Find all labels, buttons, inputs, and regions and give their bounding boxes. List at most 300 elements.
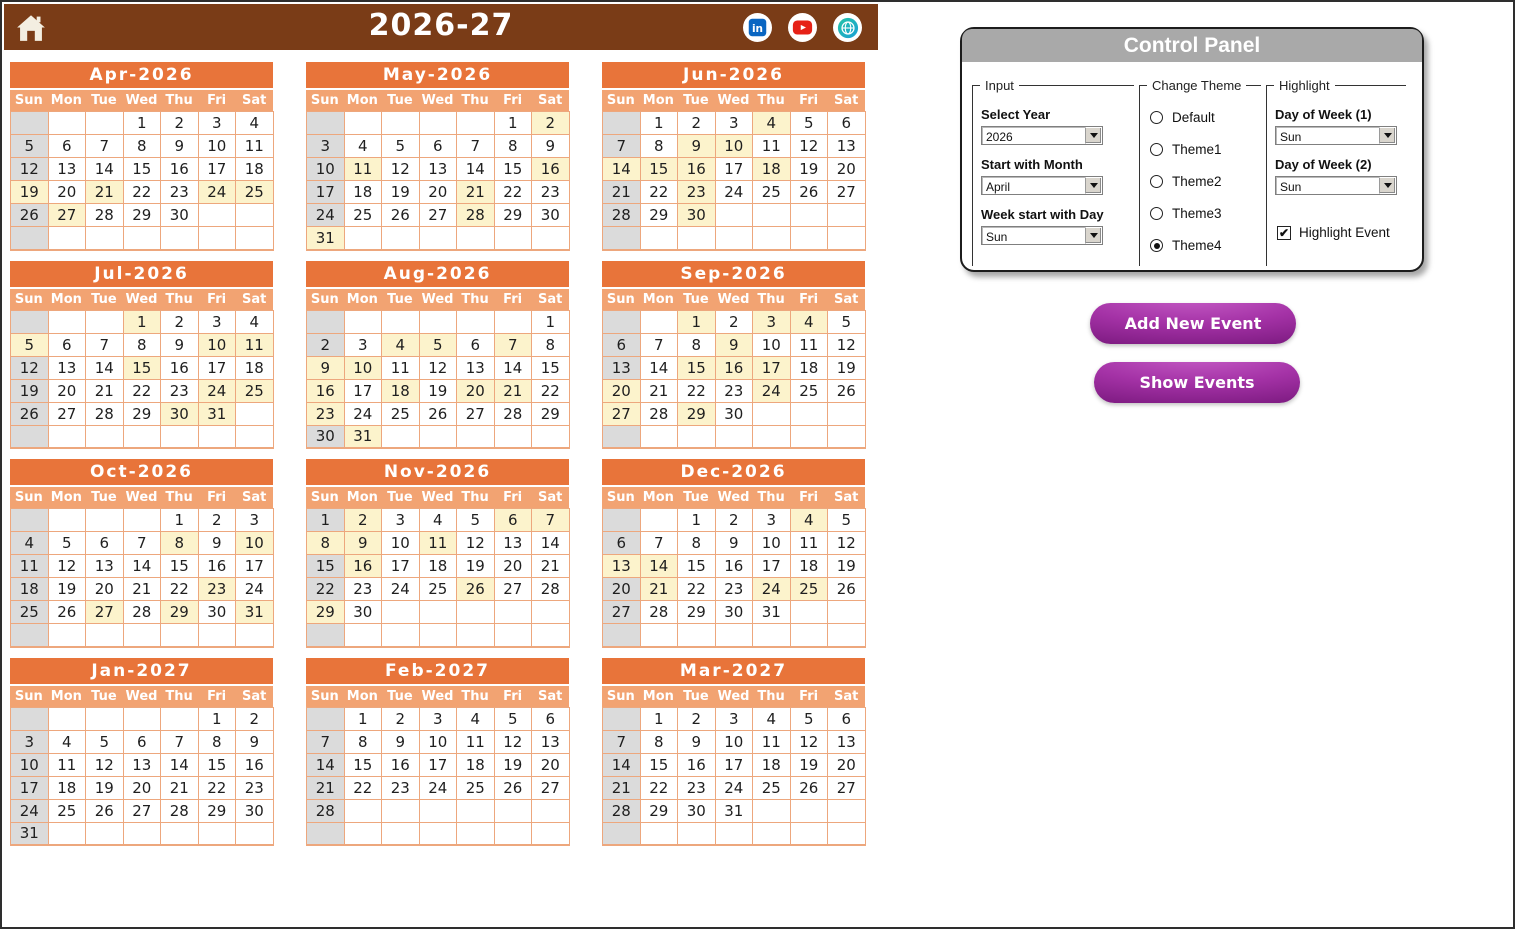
start-month-dropdown[interactable] [981, 176, 1103, 195]
date-cell[interactable]: 1 [640, 112, 678, 135]
date-cell[interactable]: 5 [790, 707, 828, 730]
date-cell[interactable]: 27 [48, 204, 86, 227]
date-cell[interactable]: 26 [494, 776, 532, 799]
date-cell[interactable]: 27 [603, 601, 641, 624]
day-of-week-1-dropdown[interactable] [1275, 126, 1397, 145]
date-cell[interactable]: 14 [603, 158, 641, 181]
date-cell[interactable]: 26 [86, 799, 124, 822]
date-cell[interactable]: 1 [198, 707, 236, 730]
date-cell[interactable]: 24 [307, 204, 345, 227]
theme-option-theme1[interactable] [1150, 142, 1261, 157]
date-cell[interactable]: 1 [161, 509, 199, 532]
date-cell[interactable]: 12 [11, 158, 49, 181]
date-cell[interactable]: 3 [307, 135, 345, 158]
date-cell[interactable]: 21 [603, 776, 641, 799]
date-cell[interactable]: 17 [382, 555, 420, 578]
date-cell[interactable]: 10 [11, 753, 49, 776]
chevron-down-icon[interactable] [1379, 177, 1396, 194]
date-cell[interactable]: 25 [753, 776, 791, 799]
date-cell[interactable]: 16 [715, 555, 753, 578]
date-cell[interactable]: 17 [753, 356, 791, 379]
date-cell[interactable]: 21 [640, 578, 678, 601]
date-cell[interactable]: 6 [457, 333, 495, 356]
date-cell[interactable]: 14 [161, 753, 199, 776]
date-cell[interactable]: 14 [532, 532, 570, 555]
date-cell[interactable]: 23 [344, 578, 382, 601]
date-cell[interactable]: 26 [382, 204, 420, 227]
date-cell[interactable]: 31 [344, 425, 382, 448]
date-cell[interactable]: 31 [11, 822, 49, 845]
date-cell[interactable]: 25 [11, 601, 49, 624]
date-cell[interactable]: 23 [678, 181, 716, 204]
date-cell[interactable]: 29 [161, 601, 199, 624]
date-cell[interactable]: 26 [48, 601, 86, 624]
date-cell[interactable]: 21 [161, 776, 199, 799]
date-cell[interactable]: 11 [11, 555, 49, 578]
date-cell[interactable]: 19 [11, 181, 49, 204]
date-cell[interactable]: 8 [161, 532, 199, 555]
date-cell[interactable]: 9 [161, 333, 199, 356]
select-year-dropdown[interactable] [981, 126, 1103, 145]
date-cell[interactable]: 6 [123, 730, 161, 753]
linkedin-icon[interactable] [743, 13, 772, 42]
date-cell[interactable]: 1 [494, 112, 532, 135]
date-cell[interactable]: 10 [753, 333, 791, 356]
date-cell[interactable]: 26 [11, 402, 49, 425]
date-cell[interactable]: 1 [678, 509, 716, 532]
date-cell[interactable]: 13 [123, 753, 161, 776]
date-cell[interactable]: 3 [715, 112, 753, 135]
date-cell[interactable]: 21 [532, 555, 570, 578]
date-cell[interactable]: 3 [198, 310, 236, 333]
date-cell[interactable]: 24 [753, 379, 791, 402]
date-cell[interactable]: 6 [532, 707, 570, 730]
date-cell[interactable]: 26 [419, 402, 457, 425]
date-cell[interactable]: 16 [161, 356, 199, 379]
date-cell[interactable]: 17 [344, 379, 382, 402]
date-cell[interactable]: 25 [236, 181, 274, 204]
date-cell[interactable]: 9 [678, 135, 716, 158]
date-cell[interactable]: 15 [678, 356, 716, 379]
date-cell[interactable]: 19 [419, 379, 457, 402]
youtube-icon[interactable] [788, 13, 817, 42]
date-cell[interactable]: 23 [161, 379, 199, 402]
date-cell[interactable]: 12 [11, 356, 49, 379]
date-cell[interactable]: 14 [640, 356, 678, 379]
date-cell[interactable]: 8 [198, 730, 236, 753]
date-cell[interactable]: 18 [344, 181, 382, 204]
date-cell[interactable]: 30 [715, 402, 753, 425]
date-cell[interactable]: 8 [307, 532, 345, 555]
date-cell[interactable]: 2 [532, 112, 570, 135]
date-cell[interactable]: 28 [640, 402, 678, 425]
date-cell[interactable]: 12 [382, 158, 420, 181]
date-cell[interactable]: 25 [382, 402, 420, 425]
date-cell[interactable]: 17 [307, 181, 345, 204]
date-cell[interactable]: 19 [457, 555, 495, 578]
date-cell[interactable]: 8 [678, 333, 716, 356]
date-cell[interactable]: 28 [457, 204, 495, 227]
date-cell[interactable]: 16 [715, 356, 753, 379]
date-cell[interactable]: 2 [382, 707, 420, 730]
date-cell[interactable]: 15 [640, 158, 678, 181]
date-cell[interactable]: 7 [532, 509, 570, 532]
date-cell[interactable]: 2 [307, 333, 345, 356]
date-cell[interactable]: 27 [86, 601, 124, 624]
date-cell[interactable]: 9 [198, 532, 236, 555]
date-cell[interactable]: 30 [678, 204, 716, 227]
date-cell[interactable]: 28 [494, 402, 532, 425]
date-cell[interactable]: 7 [86, 333, 124, 356]
date-cell[interactable]: 2 [678, 112, 716, 135]
date-cell[interactable]: 23 [715, 379, 753, 402]
date-cell[interactable]: 8 [640, 730, 678, 753]
date-cell[interactable]: 17 [715, 753, 753, 776]
date-cell[interactable]: 29 [640, 204, 678, 227]
date-cell[interactable]: 18 [753, 158, 791, 181]
day-of-week-2-dropdown[interactable] [1275, 176, 1397, 195]
date-cell[interactable]: 23 [382, 776, 420, 799]
date-cell[interactable]: 5 [11, 333, 49, 356]
date-cell[interactable]: 22 [307, 578, 345, 601]
date-cell[interactable]: 21 [307, 776, 345, 799]
date-cell[interactable]: 2 [715, 509, 753, 532]
date-cell[interactable]: 11 [236, 135, 274, 158]
date-cell[interactable]: 10 [715, 135, 753, 158]
theme-option-theme3[interactable] [1150, 206, 1261, 221]
date-cell[interactable]: 23 [532, 181, 570, 204]
date-cell[interactable]: 13 [603, 356, 641, 379]
date-cell[interactable]: 29 [494, 204, 532, 227]
date-cell[interactable]: 28 [307, 799, 345, 822]
date-cell[interactable]: 27 [828, 776, 866, 799]
date-cell[interactable]: 26 [457, 578, 495, 601]
date-cell[interactable]: 7 [123, 532, 161, 555]
date-cell[interactable]: 21 [640, 379, 678, 402]
date-cell[interactable]: 21 [494, 379, 532, 402]
date-cell[interactable]: 15 [198, 753, 236, 776]
date-cell[interactable]: 4 [344, 135, 382, 158]
date-cell[interactable]: 21 [457, 181, 495, 204]
date-cell[interactable]: 13 [86, 555, 124, 578]
date-cell[interactable]: 8 [494, 135, 532, 158]
date-cell[interactable]: 20 [48, 181, 86, 204]
date-cell[interactable]: 21 [86, 379, 124, 402]
date-cell[interactable]: 14 [123, 555, 161, 578]
date-cell[interactable]: 29 [640, 799, 678, 822]
date-cell[interactable]: 24 [198, 181, 236, 204]
date-cell[interactable]: 2 [344, 509, 382, 532]
date-cell[interactable]: 1 [123, 112, 161, 135]
date-cell[interactable]: 24 [715, 181, 753, 204]
date-cell[interactable]: 27 [457, 402, 495, 425]
date-cell[interactable]: 23 [307, 402, 345, 425]
date-cell[interactable]: 9 [532, 135, 570, 158]
date-cell[interactable]: 30 [678, 799, 716, 822]
date-cell[interactable]: 19 [86, 776, 124, 799]
date-cell[interactable]: 16 [382, 753, 420, 776]
date-cell[interactable]: 11 [753, 730, 791, 753]
date-cell[interactable]: 14 [494, 356, 532, 379]
date-cell[interactable]: 7 [494, 333, 532, 356]
date-cell[interactable]: 20 [603, 578, 641, 601]
date-cell[interactable]: 18 [790, 555, 828, 578]
date-cell[interactable]: 11 [790, 333, 828, 356]
date-cell[interactable]: 13 [457, 356, 495, 379]
date-cell[interactable]: 7 [603, 135, 641, 158]
date-cell[interactable]: 23 [198, 578, 236, 601]
date-cell[interactable]: 24 [236, 578, 274, 601]
week-start-dropdown[interactable] [981, 226, 1103, 245]
date-cell[interactable]: 4 [753, 112, 791, 135]
date-cell[interactable]: 10 [344, 356, 382, 379]
date-cell[interactable]: 13 [603, 555, 641, 578]
date-cell[interactable]: 28 [603, 204, 641, 227]
date-cell[interactable]: 5 [86, 730, 124, 753]
date-cell[interactable]: 4 [753, 707, 791, 730]
date-cell[interactable]: 20 [419, 181, 457, 204]
date-cell[interactable]: 24 [419, 776, 457, 799]
date-cell[interactable]: 9 [344, 532, 382, 555]
chevron-down-icon[interactable] [1085, 177, 1102, 194]
date-cell[interactable]: 11 [753, 135, 791, 158]
date-cell[interactable]: 5 [828, 310, 866, 333]
date-cell[interactable]: 22 [161, 578, 199, 601]
date-cell[interactable]: 30 [198, 601, 236, 624]
date-cell[interactable]: 19 [11, 379, 49, 402]
date-cell[interactable]: 19 [828, 356, 866, 379]
date-cell[interactable]: 20 [603, 379, 641, 402]
date-cell[interactable]: 19 [828, 555, 866, 578]
date-cell[interactable]: 5 [828, 509, 866, 532]
date-cell[interactable]: 22 [640, 776, 678, 799]
date-cell[interactable]: 13 [419, 158, 457, 181]
date-cell[interactable]: 15 [123, 356, 161, 379]
date-cell[interactable]: 19 [382, 181, 420, 204]
date-cell[interactable]: 3 [753, 310, 791, 333]
date-cell[interactable]: 27 [48, 402, 86, 425]
date-cell[interactable]: 24 [715, 776, 753, 799]
date-cell[interactable]: 1 [640, 707, 678, 730]
date-cell[interactable]: 11 [236, 333, 274, 356]
date-cell[interactable]: 6 [828, 112, 866, 135]
date-cell[interactable]: 13 [48, 158, 86, 181]
date-cell[interactable]: 28 [86, 204, 124, 227]
date-cell[interactable]: 7 [603, 730, 641, 753]
date-cell[interactable]: 2 [161, 310, 199, 333]
date-cell[interactable]: 27 [828, 181, 866, 204]
date-cell[interactable]: 3 [753, 509, 791, 532]
date-cell[interactable]: 2 [715, 310, 753, 333]
date-cell[interactable]: 13 [494, 532, 532, 555]
date-cell[interactable]: 16 [678, 158, 716, 181]
date-cell[interactable]: 25 [790, 379, 828, 402]
date-cell[interactable]: 30 [344, 601, 382, 624]
date-cell[interactable]: 7 [86, 135, 124, 158]
date-cell[interactable]: 2 [678, 707, 716, 730]
date-cell[interactable]: 24 [753, 578, 791, 601]
date-cell[interactable]: 12 [457, 532, 495, 555]
date-cell[interactable]: 21 [603, 181, 641, 204]
date-cell[interactable]: 5 [382, 135, 420, 158]
date-cell[interactable]: 31 [236, 601, 274, 624]
date-cell[interactable]: 26 [828, 379, 866, 402]
date-cell[interactable]: 1 [678, 310, 716, 333]
date-cell[interactable]: 3 [382, 509, 420, 532]
date-cell[interactable]: 28 [123, 601, 161, 624]
date-cell[interactable]: 28 [640, 601, 678, 624]
date-cell[interactable]: 9 [382, 730, 420, 753]
date-cell[interactable]: 25 [753, 181, 791, 204]
date-cell[interactable]: 28 [532, 578, 570, 601]
date-cell[interactable]: 17 [753, 555, 791, 578]
date-cell[interactable]: 25 [48, 799, 86, 822]
date-cell[interactable]: 3 [715, 707, 753, 730]
date-cell[interactable]: 6 [828, 707, 866, 730]
date-cell[interactable]: 5 [48, 532, 86, 555]
date-cell[interactable]: 27 [419, 204, 457, 227]
date-cell[interactable]: 10 [419, 730, 457, 753]
date-cell[interactable]: 8 [532, 333, 570, 356]
date-cell[interactable]: 22 [532, 379, 570, 402]
date-cell[interactable]: 13 [532, 730, 570, 753]
date-cell[interactable]: 5 [494, 707, 532, 730]
date-cell[interactable]: 14 [86, 356, 124, 379]
date-cell[interactable]: 11 [344, 158, 382, 181]
date-cell[interactable]: 4 [236, 112, 274, 135]
date-cell[interactable]: 14 [86, 158, 124, 181]
date-cell[interactable]: 28 [86, 402, 124, 425]
date-cell[interactable]: 12 [828, 532, 866, 555]
date-cell[interactable]: 17 [236, 555, 274, 578]
date-cell[interactable]: 29 [532, 402, 570, 425]
date-cell[interactable]: 9 [161, 135, 199, 158]
date-cell[interactable]: 10 [715, 730, 753, 753]
date-cell[interactable]: 22 [344, 776, 382, 799]
date-cell[interactable]: 5 [457, 509, 495, 532]
date-cell[interactable]: 29 [307, 601, 345, 624]
date-cell[interactable]: 11 [457, 730, 495, 753]
date-cell[interactable]: 7 [640, 532, 678, 555]
date-cell[interactable]: 20 [828, 158, 866, 181]
date-cell[interactable]: 18 [457, 753, 495, 776]
date-cell[interactable]: 13 [828, 730, 866, 753]
date-cell[interactable]: 23 [161, 181, 199, 204]
date-cell[interactable]: 6 [86, 532, 124, 555]
date-cell[interactable]: 30 [161, 402, 199, 425]
date-cell[interactable]: 31 [198, 402, 236, 425]
date-cell[interactable]: 11 [790, 532, 828, 555]
date-cell[interactable]: 17 [198, 158, 236, 181]
date-cell[interactable]: 25 [790, 578, 828, 601]
date-cell[interactable]: 20 [48, 379, 86, 402]
date-cell[interactable]: 15 [532, 356, 570, 379]
date-cell[interactable]: 22 [678, 578, 716, 601]
date-cell[interactable]: 30 [307, 425, 345, 448]
date-cell[interactable]: 28 [161, 799, 199, 822]
date-cell[interactable]: 27 [603, 402, 641, 425]
date-cell[interactable]: 6 [419, 135, 457, 158]
date-cell[interactable]: 3 [344, 333, 382, 356]
date-cell[interactable]: 4 [382, 333, 420, 356]
date-cell[interactable]: 23 [678, 776, 716, 799]
date-cell[interactable]: 24 [382, 578, 420, 601]
date-cell[interactable]: 22 [123, 181, 161, 204]
date-cell[interactable]: 31 [307, 227, 345, 250]
date-cell[interactable]: 29 [123, 402, 161, 425]
date-cell[interactable]: 26 [790, 181, 828, 204]
date-cell[interactable]: 19 [494, 753, 532, 776]
date-cell[interactable]: 15 [307, 555, 345, 578]
date-cell[interactable]: 18 [419, 555, 457, 578]
date-cell[interactable]: 15 [640, 753, 678, 776]
date-cell[interactable]: 12 [48, 555, 86, 578]
date-cell[interactable]: 4 [236, 310, 274, 333]
date-cell[interactable]: 27 [123, 799, 161, 822]
date-cell[interactable]: 9 [236, 730, 274, 753]
theme-option-default[interactable] [1150, 110, 1261, 125]
date-cell[interactable]: 2 [236, 707, 274, 730]
date-cell[interactable]: 16 [344, 555, 382, 578]
date-cell[interactable]: 10 [198, 135, 236, 158]
date-cell[interactable]: 8 [640, 135, 678, 158]
date-cell[interactable]: 3 [419, 707, 457, 730]
date-cell[interactable]: 4 [790, 509, 828, 532]
date-cell[interactable]: 15 [494, 158, 532, 181]
date-cell[interactable]: 25 [419, 578, 457, 601]
date-cell[interactable]: 10 [236, 532, 274, 555]
date-cell[interactable]: 16 [532, 158, 570, 181]
date-cell[interactable]: 8 [123, 333, 161, 356]
date-cell[interactable]: 4 [11, 532, 49, 555]
date-cell[interactable]: 20 [123, 776, 161, 799]
date-cell[interactable]: 9 [307, 356, 345, 379]
date-cell[interactable]: 17 [198, 356, 236, 379]
date-cell[interactable]: 7 [640, 333, 678, 356]
date-cell[interactable]: 16 [161, 158, 199, 181]
date-cell[interactable]: 25 [344, 204, 382, 227]
date-cell[interactable]: 25 [457, 776, 495, 799]
date-cell[interactable]: 18 [236, 356, 274, 379]
date-cell[interactable]: 2 [198, 509, 236, 532]
date-cell[interactable]: 8 [123, 135, 161, 158]
date-cell[interactable]: 11 [48, 753, 86, 776]
date-cell[interactable]: 14 [307, 753, 345, 776]
date-cell[interactable]: 22 [123, 379, 161, 402]
date-cell[interactable]: 27 [532, 776, 570, 799]
date-cell[interactable]: 14 [640, 555, 678, 578]
date-cell[interactable]: 18 [11, 578, 49, 601]
date-cell[interactable]: 22 [640, 181, 678, 204]
date-cell[interactable]: 30 [532, 204, 570, 227]
date-cell[interactable]: 24 [344, 402, 382, 425]
date-cell[interactable]: 15 [678, 555, 716, 578]
date-cell[interactable]: 14 [603, 753, 641, 776]
date-cell[interactable]: 21 [123, 578, 161, 601]
date-cell[interactable]: 3 [198, 112, 236, 135]
date-cell[interactable]: 7 [161, 730, 199, 753]
theme-option-theme4[interactable] [1150, 238, 1261, 253]
date-cell[interactable]: 20 [86, 578, 124, 601]
date-cell[interactable]: 5 [11, 135, 49, 158]
date-cell[interactable]: 11 [382, 356, 420, 379]
date-cell[interactable]: 26 [828, 578, 866, 601]
date-cell[interactable]: 6 [48, 135, 86, 158]
date-cell[interactable]: 23 [236, 776, 274, 799]
date-cell[interactable]: 12 [790, 730, 828, 753]
date-cell[interactable]: 30 [236, 799, 274, 822]
date-cell[interactable]: 5 [790, 112, 828, 135]
